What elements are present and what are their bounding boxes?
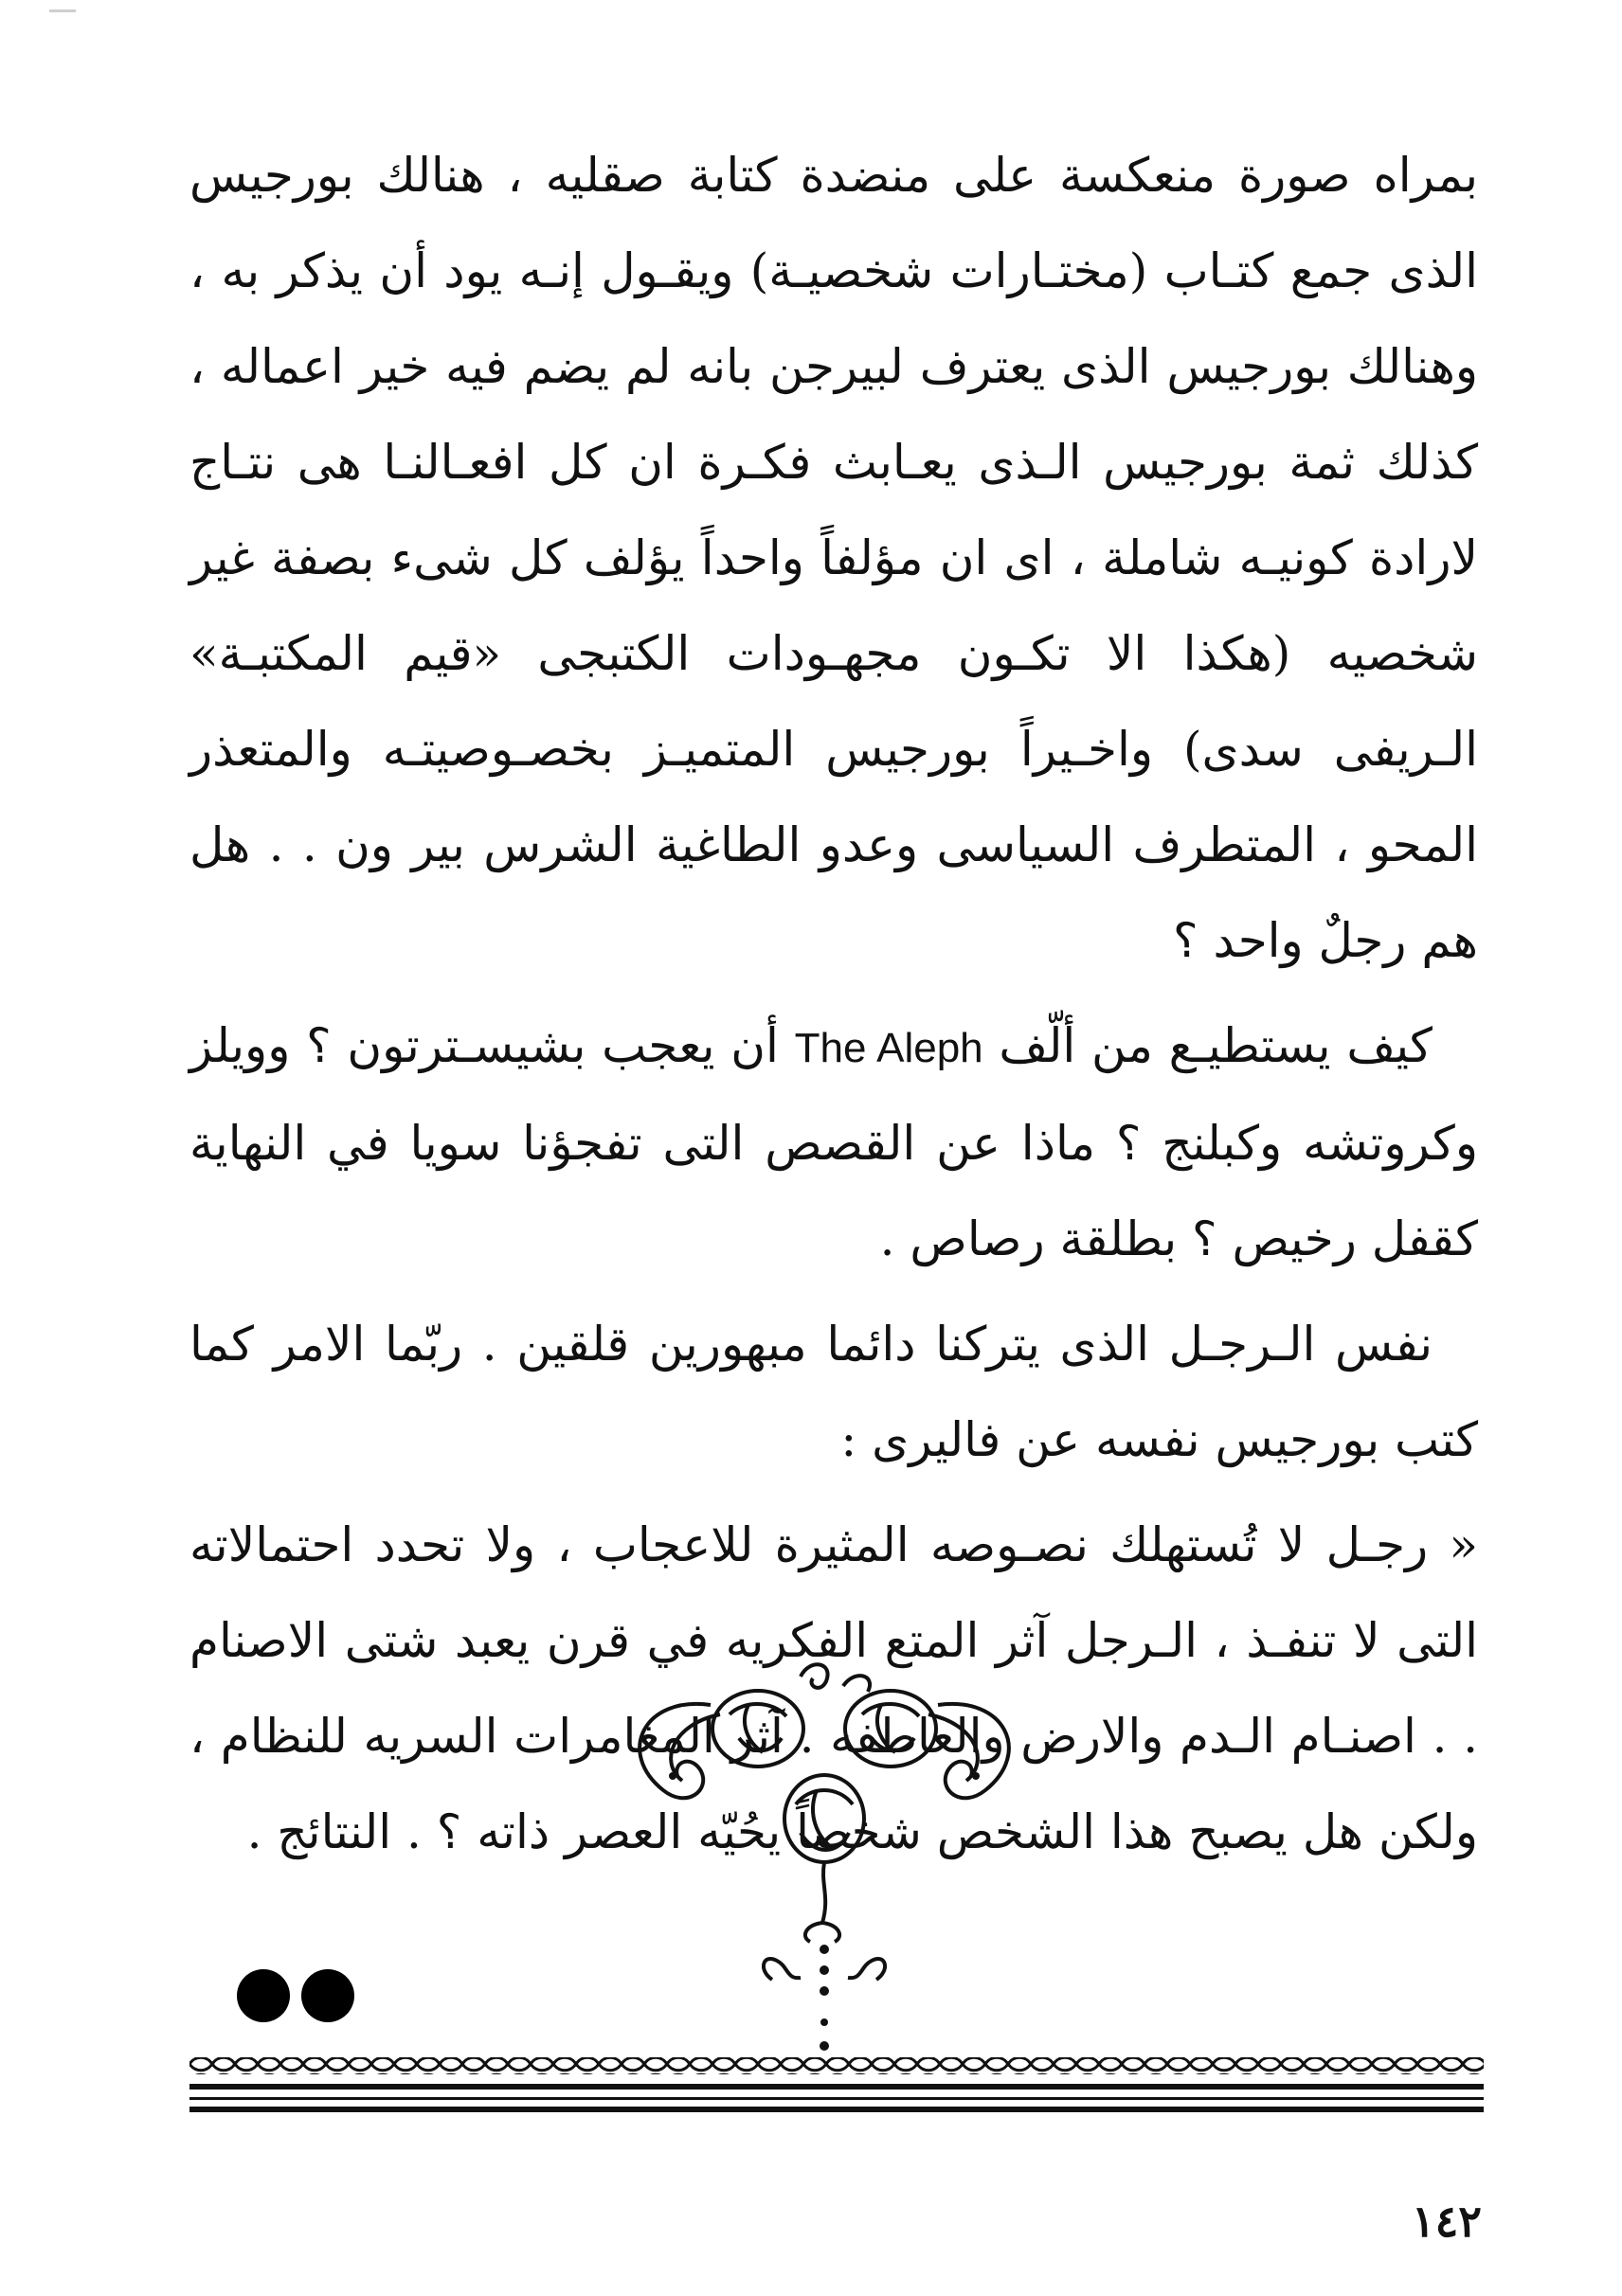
body-text bbox=[189, 128, 1478, 1880]
decorative-border bbox=[189, 2055, 1484, 2133]
paragraph-1: بمراه صورة منعكسة على منضدة كتابة صقليه ، هنالك بورجيس الذى جمع كتـاب (مختـارات شخصيـة) ويقـول إنـه يود أن يذكر به ، وهنالك بورجيس الذى يعترف لبيرجن بانه لم يضم فيه خير اعماله ، كذلك ثمة بورجيس الـذى يعـابث فكـرة ان كل افعـالنـا هى نتـاج لارادة كونيـه شاملة ، اى ان مؤلفاً واحداً يؤلف كل شىء بصفة غير شخصيه (هكذا الا تكـون مجهـودات الكتبجى «قيم المكتبـة» الـريفى سدى) واخـيراً بورجيس المتميـز بخصـوصيتـه والمتعذر المحو ، المتطرف السياسى وعدو الطاغية الشرس بير ون . . هل هم رجلٌ واحد ؟ bbox=[189, 148, 1478, 968]
paragraph-2-after: أن يعجب بشيسـترتون ؟ وويلز وكروتشه وكبلنج ؟ ماذا عن القصص التى تفجؤنا سويا في النهاية كقفل رخيص ؟ بطلقة رصاص . bbox=[189, 1018, 1478, 1266]
paragraph-2-before: كيف يستطيـع من ألّف bbox=[999, 1018, 1433, 1073]
page-number: ١٤٢ bbox=[1411, 2196, 1482, 2247]
scan-mark bbox=[49, 9, 76, 12]
floral-ornament bbox=[606, 1648, 1042, 2103]
paragraph-2 bbox=[189, 998, 1478, 1287]
paragraph-4-quote: « رجـل لا تُستهلك نصـوصه المثيرة للاعجاب ، ولا تحدد احتمالاته التى لا تنفـذ ، الـرجل آثر المتع الفكريه في قرن يعبد شتى الاصنام . . اصنـام الـدم والارض والعاطفه . آثر المغامرات السريه للنظام ، ولكن هل يصبح هذا الشخص شخصاً يحُيّه العصر ذاته ؟ . النتائج . bbox=[189, 1517, 1478, 1859]
paragraph-3: نفس الـرجـل الذى يتركنا دائما مبهورين قلقين . ربّما الامر كما كتب بورجيس نفسه عن فاليرى : bbox=[189, 1317, 1478, 1467]
bullet-dots bbox=[229, 1965, 362, 2026]
book-title-latin: The Aleph bbox=[794, 1025, 983, 1071]
